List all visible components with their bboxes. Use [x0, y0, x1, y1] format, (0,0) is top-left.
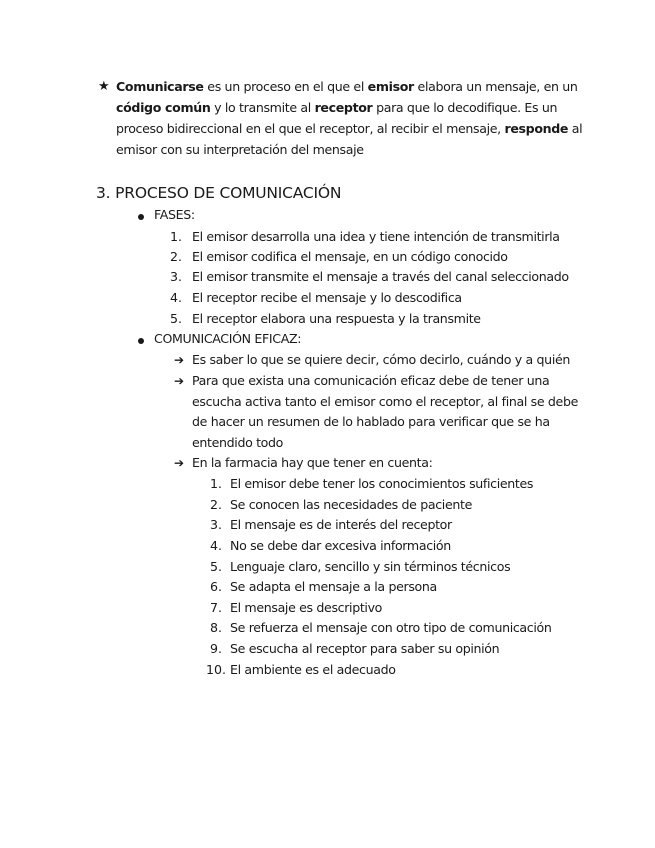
fases-item: El emisor transmite el mensaje a través del canal seleccionado	[192, 269, 569, 284]
term-codigo-comun: código común	[116, 100, 211, 115]
list-number: 4.	[169, 290, 182, 305]
intro-text: al	[568, 121, 583, 136]
eficaz-arrow-1: Es saber lo que se quiere decir, cómo decirlo, cuándo y a quién	[192, 352, 570, 367]
eficaz-arrow-3: En la farmacia hay que tener en cuenta:	[192, 455, 433, 470]
farmacia-item: Se refuerza el mensaje con otro tipo de comunicación	[230, 620, 552, 635]
fases-item: El emisor desarrolla una idea y tiene intención de transmitirla	[192, 229, 560, 244]
list-number: 4.	[209, 538, 222, 553]
intro-line-3	[116, 119, 582, 139]
section-heading: 3. PROCESO DE COMUNICACIÓN	[96, 184, 342, 202]
fases-item: El receptor elabora una respuesta y la transmite	[192, 311, 481, 326]
farmacia-item: Se escucha al receptor para saber su opinión	[230, 641, 500, 656]
intro-text: para que lo decodifique. Es un	[372, 100, 558, 115]
term-comunicarse: Comunicarse	[116, 79, 204, 94]
intro-line-2	[116, 98, 557, 118]
farmacia-item: El mensaje es descriptivo	[230, 600, 383, 615]
bullet-dot-icon	[138, 338, 144, 344]
eficaz-arrow-2-line: entendido todo	[192, 435, 284, 450]
arrow-right-icon: ➔	[174, 374, 185, 388]
eficaz-label: COMUNICACIÓN EFICAZ:	[154, 331, 302, 346]
arrow-right-icon: ➔	[174, 353, 185, 367]
list-number: 5.	[209, 559, 222, 574]
fases-item: El emisor codifica el mensaje, en un código conocido	[192, 249, 508, 264]
list-number: 2.	[169, 249, 182, 264]
eficaz-arrow-2-line: escucha activa tanto el emisor como el receptor, al final se debe	[192, 394, 578, 409]
term-emisor: emisor	[367, 79, 414, 94]
star-bullet-icon: ★	[98, 79, 110, 94]
list-number: 3.	[169, 269, 182, 284]
list-number: 8.	[209, 620, 222, 635]
farmacia-item: El mensaje es de interés del receptor	[230, 517, 452, 532]
intro-line-1	[116, 77, 578, 97]
farmacia-item: El ambiente es el adecuado	[230, 662, 396, 677]
term-receptor: receptor	[314, 100, 373, 115]
arrow-right-icon: ➔	[174, 456, 185, 470]
farmacia-item: Se adapta el mensaje a la persona	[230, 579, 437, 594]
eficaz-arrow-2-line: de hacer un resumen de lo hablado para verificar que se ha	[192, 414, 550, 429]
bullet-dot-icon	[138, 214, 144, 220]
farmacia-item: El emisor debe tener los conocimientos suficientes	[230, 476, 534, 491]
fases-item: El receptor recibe el mensaje y lo descodifica	[192, 290, 462, 305]
farmacia-item: Lenguaje claro, sencillo y sin términos técnicos	[230, 559, 511, 574]
list-number: 7.	[209, 600, 222, 615]
intro-text: elabora un mensaje, en un	[413, 79, 578, 94]
term-responde: responde	[504, 121, 569, 136]
list-number: 2.	[209, 497, 222, 512]
list-number: 5.	[169, 311, 182, 326]
list-number: 1.	[209, 476, 222, 491]
list-number: 10.	[205, 662, 226, 677]
intro-text: proceso bidireccional en el que el receptor, al recibir el mensaje,	[116, 121, 505, 136]
list-number: 1.	[169, 229, 182, 244]
intro-line-4: emisor con su interpretación del mensaje	[116, 142, 364, 157]
farmacia-item: No se debe dar excesiva información	[230, 538, 451, 553]
list-number: 6.	[209, 579, 222, 594]
eficaz-arrow-2-line: Para que exista una comunicación eficaz debe de tener una	[192, 373, 550, 388]
fases-label: FASES:	[154, 207, 195, 222]
list-number: 3.	[209, 517, 222, 532]
farmacia-item: Se conocen las necesidades de paciente	[230, 497, 472, 512]
list-number: 9.	[209, 641, 222, 656]
intro-text: es un proceso en el que el	[203, 79, 368, 94]
intro-text: y lo transmite al	[210, 100, 315, 115]
